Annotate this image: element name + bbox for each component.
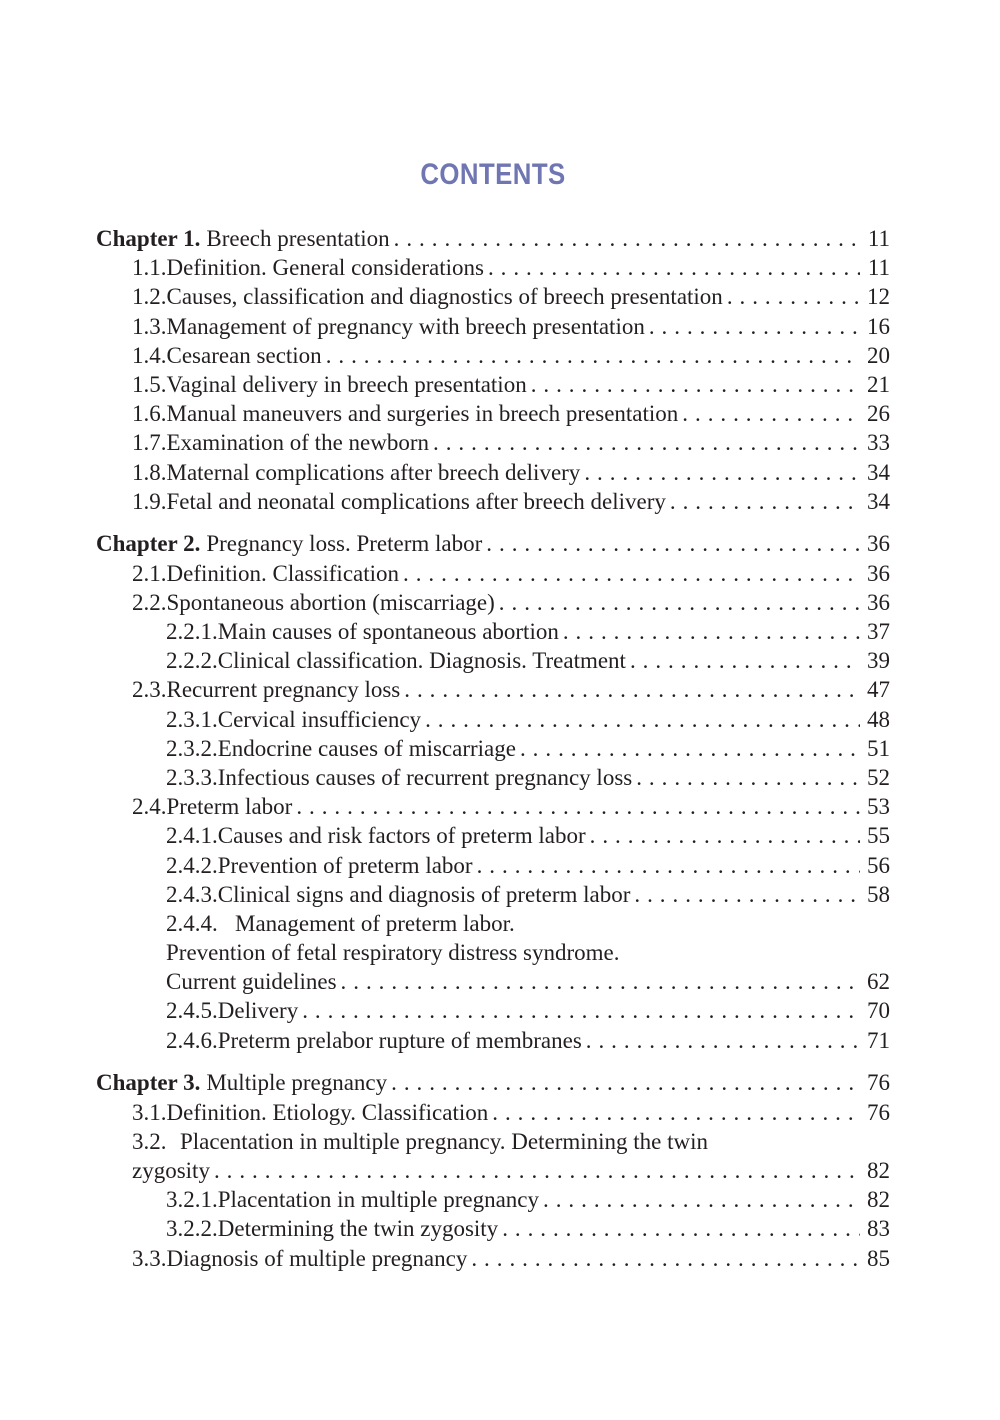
section-number: 1.7. <box>132 430 167 456</box>
dot-leader <box>492 1098 860 1127</box>
section-number: 1.1. <box>132 255 167 281</box>
page-number: 26 <box>867 401 890 427</box>
dot-leader <box>630 646 860 675</box>
page-number: 76 <box>867 1099 890 1125</box>
dot-leader <box>477 851 860 880</box>
page-number: 36 <box>867 531 890 557</box>
dot-leader <box>341 967 860 996</box>
dot-leader <box>727 282 860 311</box>
page-number: 71 <box>867 1027 890 1053</box>
toc-entry-row[interactable] <box>96 487 890 516</box>
entry-title: Management of pregnancy with breech presentation <box>166 313 645 339</box>
chapter-label: Chapter 1. <box>96 226 201 251</box>
section-number: 1.6. <box>132 401 167 427</box>
page-number: 16 <box>867 313 890 339</box>
toc-entry-row[interactable] <box>96 370 890 399</box>
dot-leader <box>584 458 860 487</box>
entry-title: Preterm labor <box>166 794 293 820</box>
entry-title: Current guidelines <box>166 969 337 995</box>
entry-title: Placentation in multiple pregnancy <box>217 1187 540 1213</box>
entry-title: Preterm prelabor rupture of membranes <box>217 1027 582 1053</box>
toc-entry-row[interactable] <box>96 734 890 763</box>
dot-leader <box>296 792 860 821</box>
entry-title: Infectious causes of recurrent pregnancy loss <box>217 764 633 790</box>
page-number: 34 <box>867 488 890 514</box>
toc-entry-row[interactable] <box>96 967 890 996</box>
section-number: 2.4.2. <box>166 852 218 878</box>
section-number: 3.1. <box>132 1099 167 1125</box>
page-number: 52 <box>867 764 890 790</box>
section-number: 1.4. <box>132 342 167 368</box>
toc-entry-row[interactable] <box>96 646 890 675</box>
toc-entry-row[interactable] <box>96 1185 890 1214</box>
section-number: 3.2.2. <box>166 1216 218 1242</box>
dot-leader <box>391 1068 860 1097</box>
dot-leader <box>563 617 860 646</box>
page-number: 58 <box>867 881 890 907</box>
section-number: 2.3.3. <box>166 764 218 790</box>
entry-title: Definition. Etiology. Classification <box>166 1099 489 1125</box>
page-number: 76 <box>867 1070 890 1096</box>
toc-entry-row[interactable] <box>96 253 890 282</box>
toc-entry-row[interactable] <box>96 458 890 487</box>
section-number: 1.2. <box>132 284 167 310</box>
dot-leader <box>433 428 860 457</box>
toc-entry-row[interactable] <box>96 675 890 704</box>
section-number: 1.8. <box>132 459 167 485</box>
page-number: 83 <box>867 1216 890 1242</box>
page-number: 37 <box>867 619 890 645</box>
section-number: 2.1. <box>132 560 167 586</box>
page-number: 56 <box>867 852 890 878</box>
toc-entry-row[interactable] <box>96 588 890 617</box>
page-number: 47 <box>867 677 890 703</box>
dot-leader <box>488 253 860 282</box>
toc-chapter-row[interactable] <box>96 1068 890 1097</box>
page-title: CONTENTS <box>420 158 566 191</box>
dot-leader <box>302 996 860 1025</box>
dot-leader <box>649 312 860 341</box>
dot-leader <box>531 370 860 399</box>
toc-entry-row[interactable] <box>96 312 890 341</box>
entry-title: Determining the twin zygosity <box>217 1216 499 1242</box>
entry-title: Definition. General considerations <box>166 255 484 281</box>
dot-leader <box>543 1185 860 1214</box>
entry-title: Recurrent pregnancy loss <box>166 677 401 703</box>
entry-title: Breech presentation <box>206 226 390 251</box>
section-number: 2.3.1. <box>166 706 218 732</box>
toc-entry-row[interactable] <box>96 792 890 821</box>
toc-entry-row[interactable] <box>96 938 890 967</box>
page-number: 21 <box>867 371 890 397</box>
chapter-label: Chapter 2. <box>96 531 201 557</box>
toc-entry-row[interactable] <box>96 428 890 457</box>
toc-entry-row[interactable] <box>96 282 890 311</box>
section-number: 2.2.2. <box>166 648 218 674</box>
entry-title: Spontaneous abortion (miscarriage) <box>166 589 495 615</box>
entry-title: Management of preterm labor. <box>235 910 515 936</box>
section-number: 3.3. <box>132 1245 167 1271</box>
dot-leader <box>214 1156 860 1185</box>
toc-entry-row[interactable] <box>96 705 890 734</box>
page-number: 20 <box>867 342 890 368</box>
dot-leader <box>634 880 860 909</box>
dot-leader <box>502 1214 860 1243</box>
toc-entry-row[interactable] <box>96 1244 890 1273</box>
page-number: 62 <box>867 969 890 995</box>
toc-entry-row[interactable] <box>96 1214 890 1243</box>
entry-title: Prevention of fetal respiratory distress syndrome. <box>166 940 620 966</box>
dot-leader <box>394 224 860 253</box>
toc-entry-row[interactable] <box>96 617 890 646</box>
section-number: 2.4.6. <box>166 1027 218 1053</box>
toc-entry-row[interactable] <box>96 763 890 792</box>
dot-leader <box>425 705 860 734</box>
section-number: 2.4. <box>132 794 167 820</box>
page-number: 55 <box>867 823 890 849</box>
toc-entry-row[interactable] <box>96 996 890 1025</box>
entry-title: zygosity <box>132 1158 210 1183</box>
entry-title: Manual maneuvers and surgeries in breech presentation <box>166 401 679 427</box>
toc-entry-row[interactable] <box>96 851 890 880</box>
page-number: 51 <box>867 735 890 761</box>
section-number: 3.2.1. <box>166 1187 218 1213</box>
toc-chapter-row[interactable] <box>96 224 890 253</box>
entry-title: Causes, classification and diagnostics of breech presentation <box>166 284 723 310</box>
toc-chapter-row[interactable] <box>96 529 890 558</box>
entry-title: Clinical classification. Diagnosis. Treatment <box>217 648 626 674</box>
toc-entry-row[interactable] <box>96 909 890 938</box>
entry-title: Definition. Classification <box>166 560 400 586</box>
page-number: 36 <box>867 589 890 615</box>
dot-leader <box>471 1244 860 1273</box>
chapter-label: Chapter 3. <box>96 1070 201 1096</box>
dot-leader <box>670 487 860 516</box>
dot-leader <box>486 529 860 558</box>
dot-leader <box>403 559 860 588</box>
section-number: 2.2.1. <box>166 619 218 645</box>
dot-leader <box>636 763 860 792</box>
section-number: 2.4.4. <box>166 910 218 936</box>
page-number: 36 <box>867 560 890 586</box>
toc-entry-row[interactable] <box>96 1156 890 1185</box>
entry-title: Fetal and neonatal complications after breech delivery <box>166 488 666 514</box>
toc-entry-row[interactable] <box>96 1026 890 1055</box>
entry-title: Main causes of spontaneous abortion <box>217 619 559 645</box>
entry-title: Cesarean section <box>166 342 322 368</box>
page-number: 11 <box>867 226 890 251</box>
section-number: 1.9. <box>132 488 167 514</box>
toc-entry-row[interactable] <box>96 341 890 370</box>
entry-title: Vaginal delivery in breech presentation <box>166 371 527 397</box>
page-number: 85 <box>867 1245 890 1271</box>
section-number: 2.4.5. <box>166 998 218 1024</box>
entry-title: Causes and risk factors of preterm labor <box>217 823 586 849</box>
section-number: 2.3.2. <box>166 735 218 761</box>
toc-entry-row[interactable] <box>96 1098 890 1127</box>
page-number: 53 <box>867 794 890 820</box>
dot-leader <box>590 821 860 850</box>
page-number: 39 <box>867 648 890 674</box>
entry-title: Endocrine causes of miscarriage <box>217 735 516 761</box>
entry-title: Examination of the newborn <box>166 430 430 456</box>
page-number: 12 <box>867 284 890 310</box>
dot-leader <box>499 588 860 617</box>
page-number: 48 <box>867 706 890 732</box>
dot-leader <box>520 734 860 763</box>
dot-leader <box>326 341 860 370</box>
page-number: 82 <box>867 1187 890 1213</box>
entry-title: Prevention of preterm labor <box>217 852 473 878</box>
entry-title: Clinical signs and diagnosis of preterm labor <box>217 881 631 907</box>
page-number: 11 <box>867 255 890 281</box>
toc-entry-row[interactable] <box>96 880 890 909</box>
section-number: 2.4.3. <box>166 881 218 907</box>
entry-title: Multiple pregnancy <box>206 1070 388 1096</box>
page-number: 34 <box>867 459 890 485</box>
section-number: 2.4.1. <box>166 823 218 849</box>
page-number: 33 <box>867 430 890 456</box>
toc-entry-row[interactable] <box>96 399 890 428</box>
dot-leader <box>682 399 860 428</box>
entry-title: Cervical insufficiency <box>217 706 422 732</box>
section-number: 3.2. <box>132 1128 167 1154</box>
section-number: 1.3. <box>132 313 167 339</box>
entry-title: Placentation in multiple pregnancy. Determining the twin <box>180 1128 709 1154</box>
table-of-contents <box>96 224 890 1273</box>
toc-entry-row[interactable] <box>96 1127 890 1156</box>
dot-leader <box>586 1026 860 1055</box>
dot-leader <box>404 675 860 704</box>
entry-title: Diagnosis of multiple pregnancy <box>166 1245 468 1271</box>
page-number: 70 <box>867 998 890 1024</box>
toc-entry-row[interactable] <box>96 821 890 850</box>
page-number: 82 <box>867 1158 890 1183</box>
section-number: 1.5. <box>132 371 167 397</box>
entry-title: Maternal complications after breech delivery <box>166 459 581 485</box>
entry-title: Pregnancy loss. Preterm labor <box>206 531 483 557</box>
section-number: 2.3. <box>132 677 167 703</box>
section-number: 2.2. <box>132 589 167 615</box>
entry-title: Delivery <box>217 998 299 1024</box>
toc-entry-row[interactable] <box>96 559 890 588</box>
